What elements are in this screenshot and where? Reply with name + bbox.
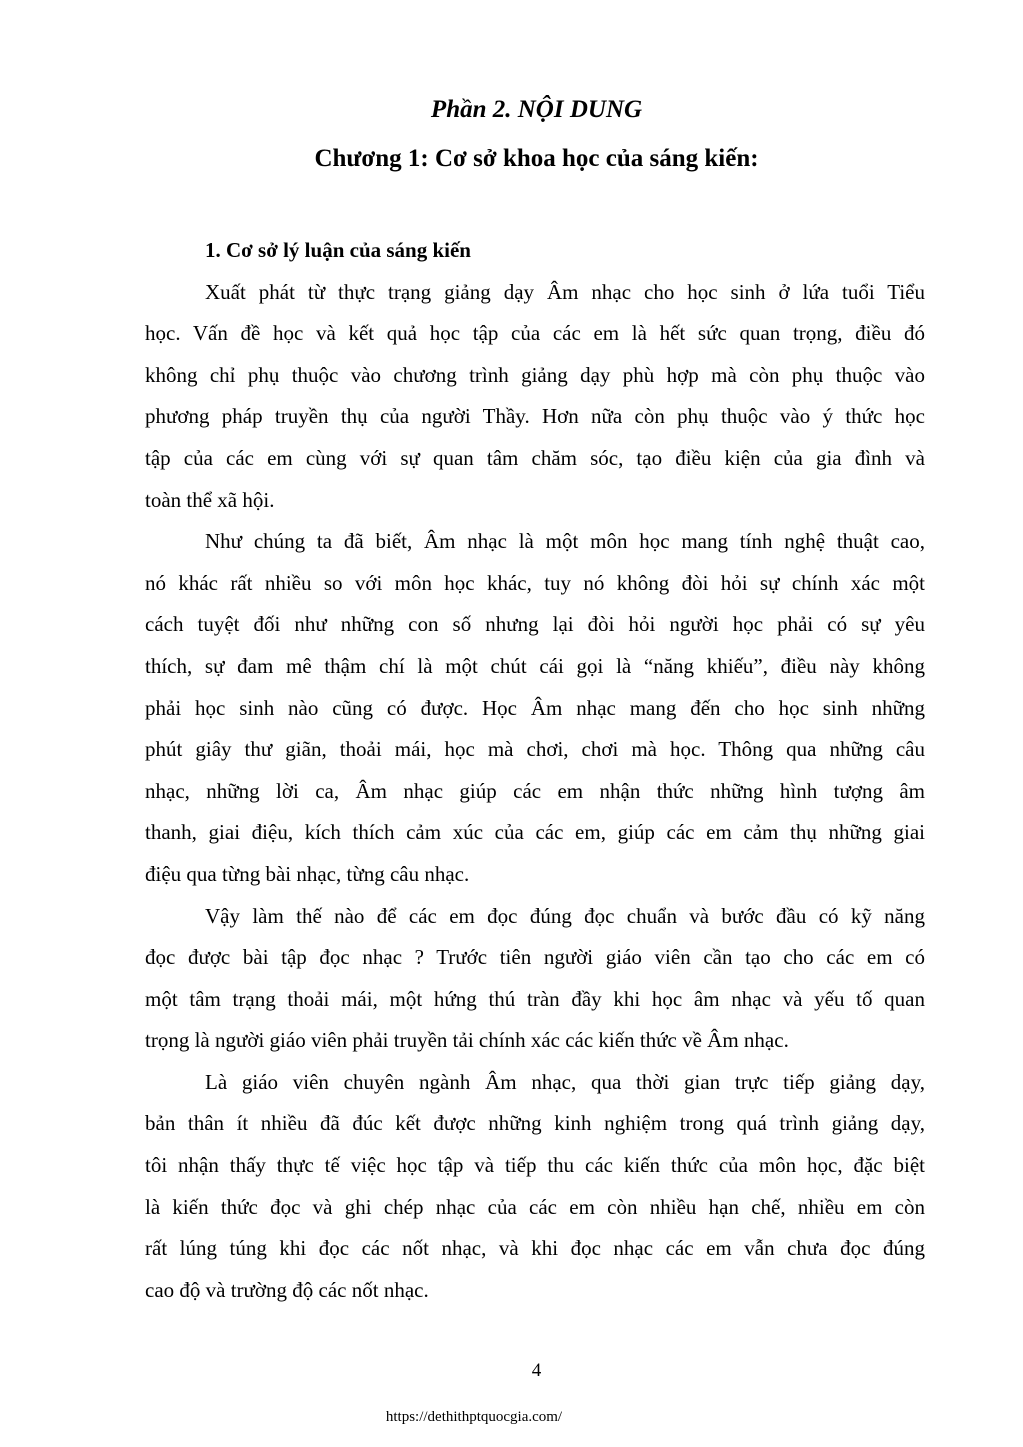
paragraph-1 xyxy=(145,272,925,522)
paragraph-line: Vậy làm thế nào để các em đọc đúng đọc chuẩn và bước đầu có kỹ năng xyxy=(205,903,925,928)
paragraph-line: trọng là người giáo viên phải truyền tải chính xác các kiến thức về Âm nhạc. xyxy=(145,1028,789,1053)
footer-url[interactable]: https://dethithptquocgia.com/ xyxy=(385,1409,563,1425)
paragraph-2 xyxy=(145,521,925,895)
paragraph-line: rất lúng túng khi đọc các nốt nhạc, và khi đọc nhạc các em vẫn chưa đọc đúng xyxy=(145,1236,925,1261)
paragraph-4 xyxy=(145,1062,925,1312)
paragraph-line: tập của các em cùng với sự quan tâm chăm sóc, tạo điều kiện của gia đình và xyxy=(145,445,925,470)
paragraph-line: Xuất phát từ thực trạng giảng dạy Âm nhạc cho học sinh ở lứa tuổi Tiểu xyxy=(205,279,925,304)
paragraph-line: phút giây thư giãn, thoải mái, học mà chơi, chơi mà học. Thông qua những câu xyxy=(145,737,925,762)
paragraph-line: Như chúng ta đã biết, Âm nhạc là một môn học mang tính nghệ thuật cao, xyxy=(205,529,925,554)
paragraph-line: tôi nhận thấy thực tế việc học tập và tiếp thu các kiến thức của môn học, đặc biệt xyxy=(145,1153,925,1178)
document-body xyxy=(145,230,925,1311)
paragraph-line: Là giáo viên chuyên ngành Âm nhạc, qua thời gian trực tiếp giảng dạy, xyxy=(205,1069,925,1094)
paragraph-line: nó khác rất nhiều so với môn học khác, tuy nó không đòi hỏi sự chính xác một xyxy=(145,570,925,595)
paragraph-line: điệu qua từng bài nhạc, từng câu nhạc. xyxy=(145,861,470,886)
paragraph-line: bản thân ít nhiều đã đúc kết được những kinh nghiệm trong quá trình giảng dạy, xyxy=(145,1111,925,1136)
part-title: Phần 2. NỘI DUNG xyxy=(430,96,643,123)
paragraph-line: nhạc, những lời ca, Âm nhạc giúp các em nhận thức những hình tượng âm xyxy=(145,778,925,803)
paragraph-line: thanh, giai điệu, kích thích cảm xúc của các em, giúp các em cảm thụ những giai xyxy=(145,820,925,845)
paragraph-line: phương pháp truyền thụ của người Thầy. Hơn nữa còn phụ thuộc vào ý thức học xyxy=(145,404,925,429)
paragraph-3 xyxy=(145,896,925,1062)
paragraph-line: toàn thể xã hội. xyxy=(145,487,275,512)
page-number: 4 xyxy=(531,1360,542,1381)
paragraph-line: học. Vấn đề học và kết quả học tập của các em là hết sức quan trọng, điều đó xyxy=(145,321,925,346)
paragraph-line: là kiến thức đọc và ghi chép nhạc của các em còn nhiều hạn chế, nhiều em còn xyxy=(145,1194,925,1219)
paragraph-line: cao độ và trường độ các nốt nhạc. xyxy=(145,1277,429,1302)
chapter-title: Chương 1: Cơ sở khoa học của sáng kiến: xyxy=(314,145,759,172)
paragraph-line: phải học sinh nào cũng có được. Học Âm nhạc mang đến cho học sinh những xyxy=(145,695,925,720)
paragraph-line: không chỉ phụ thuộc vào chương trình giảng dạy phù hợp mà còn phụ thuộc vào xyxy=(145,362,925,387)
paragraph-line: cách tuyệt đối như những con số nhưng lại đòi hỏi người học phải có sự yêu xyxy=(145,612,925,637)
section-heading: 1. Cơ sở lý luận của sáng kiến xyxy=(205,238,471,262)
paragraph-line: đọc được bài tập đọc nhạc ? Trước tiên người giáo viên cần tạo cho các em có xyxy=(145,945,925,970)
paragraph-line: một tâm trạng thoải mái, một hứng thú tràn đầy khi học âm nhạc và yếu tố quan xyxy=(145,986,925,1011)
paragraph-line: thích, sự đam mê thậm chí là một chút cái gọi là “năng khiếu”, điều này không xyxy=(145,653,925,678)
